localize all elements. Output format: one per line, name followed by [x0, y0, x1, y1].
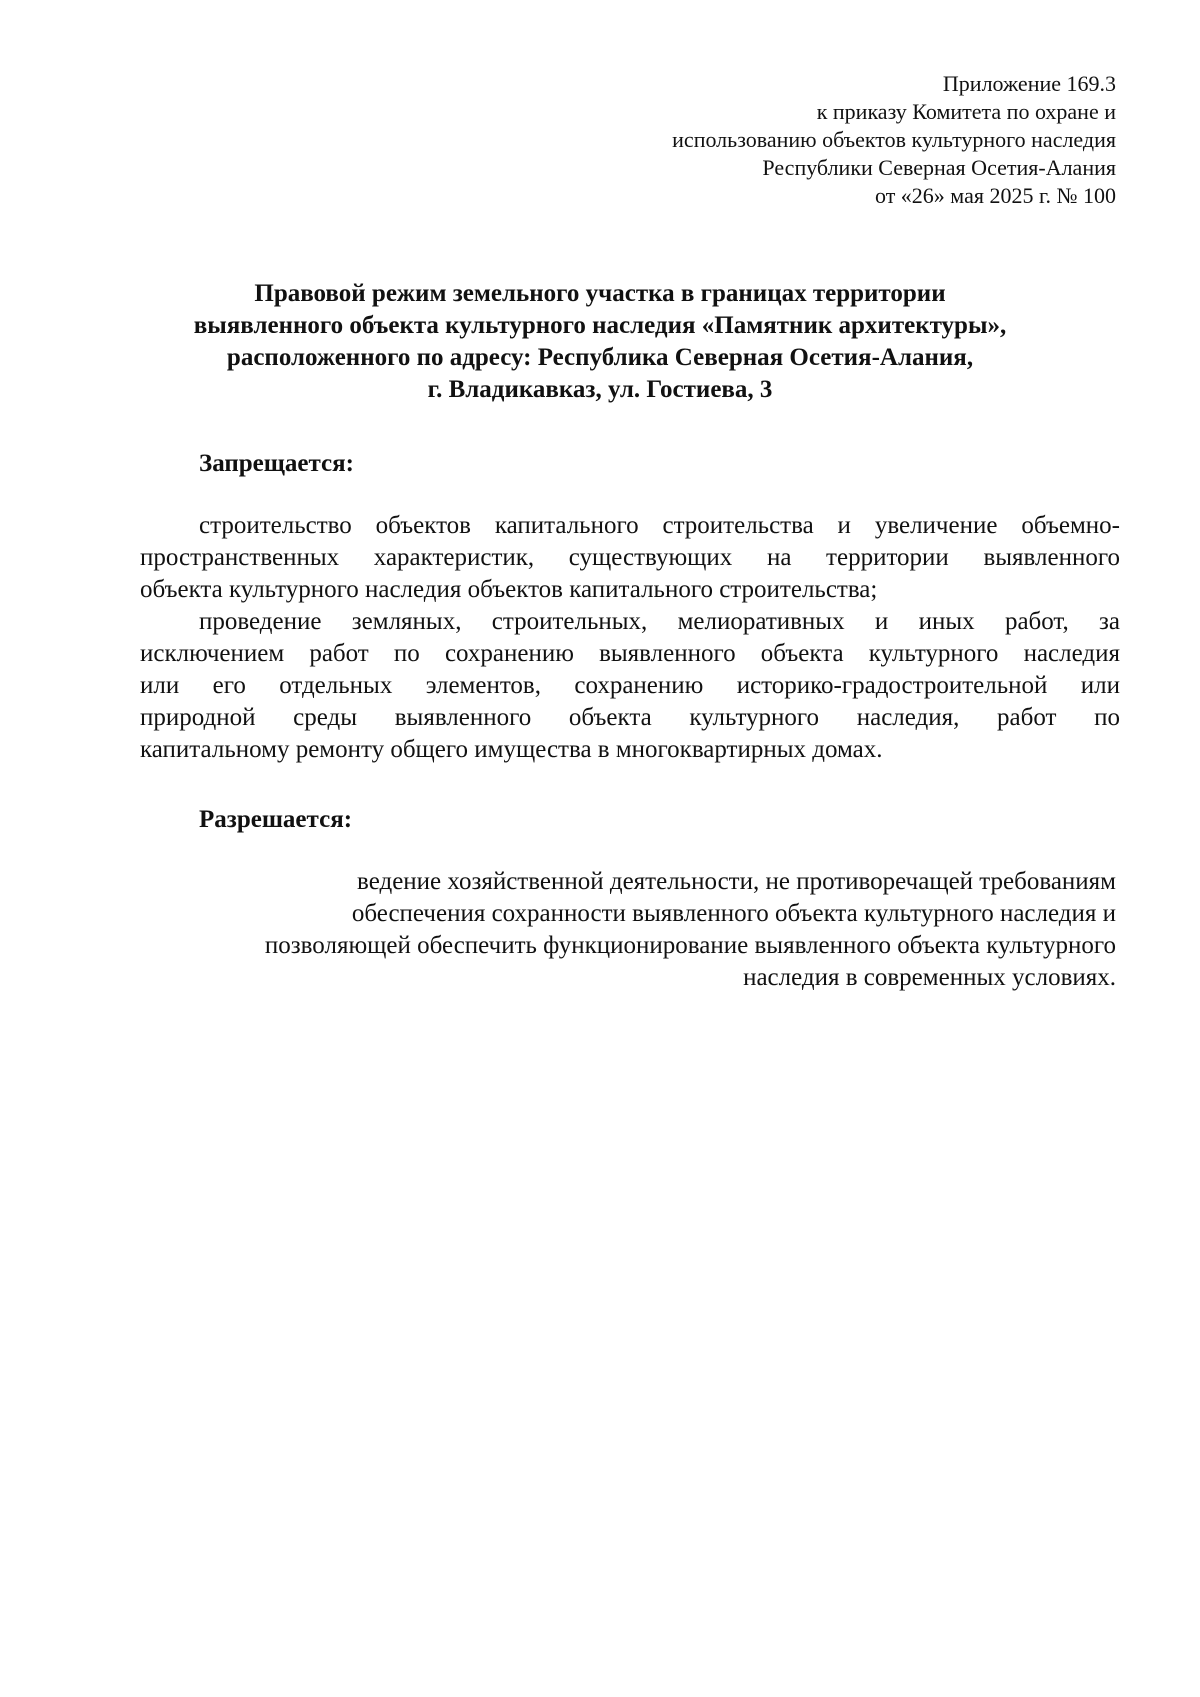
title-line: выявленного объекта культурного наследия «Памятник архитектуры», [193, 312, 1007, 339]
paragraph-line: ведение хозяйственной деятельности, не противоречащей требованиям [357, 868, 1116, 895]
paragraph-line: исключением работ по сохранению выявленного объекта культурного наследия [140, 640, 1120, 667]
title-line: расположенного по адресу: Республика Северная Осетия-Алания, [226, 344, 974, 371]
paragraph-line: объекта культурного наследия объектов капитального строительства; [140, 576, 878, 603]
paragraph-line: капитальному ремонту общего имущества в многоквартирных домах. [140, 736, 883, 763]
paragraph-line: или его отдельных элементов, сохранению историко-градостроительной или [140, 672, 1120, 699]
paragraph-line: позволяющей обеспечить функционирование выявленного объекта культурного [264, 932, 1116, 959]
paragraph-line: строительство объектов капитального строительства и увеличение объемно- [199, 512, 1120, 539]
permitted-text [136, 866, 1116, 994]
document-title [110, 278, 1090, 406]
title-line: Правовой режим земельного участка в границах территории [254, 280, 946, 307]
prohibited-text [140, 510, 1120, 766]
appendix-header [556, 70, 1116, 210]
title-line: г. Владикавказ, ул. Гостиева, 3 [427, 376, 773, 403]
paragraph-line: пространственных характеристик, существующих на территории выявленного [140, 544, 1120, 571]
paragraph-line: обеспечения сохранности выявленного объекта культурного наследия и [351, 900, 1116, 927]
appendix-date: от «26» мая 2025 г. № 100 [874, 183, 1116, 208]
appendix-order-ref: к приказу Комитета по охране и [816, 99, 1116, 124]
paragraph-line: наследия в современных условиях. [743, 964, 1116, 991]
paragraph-line: проведение земляных, строительных, мелиоративных и иных работ, за [199, 608, 1120, 635]
permitted-heading: Разрешается: [199, 806, 353, 833]
appendix-republic: Республики Северная Осетия-Алания [762, 155, 1116, 180]
appendix-committee: использованию объектов культурного наследия [672, 127, 1116, 152]
paragraph-line: природной среды выявленного объекта культурного наследия, работ по [140, 704, 1120, 731]
appendix-number: Приложение 169.3 [942, 71, 1116, 96]
prohibited-heading: Запрещается: [199, 450, 355, 477]
